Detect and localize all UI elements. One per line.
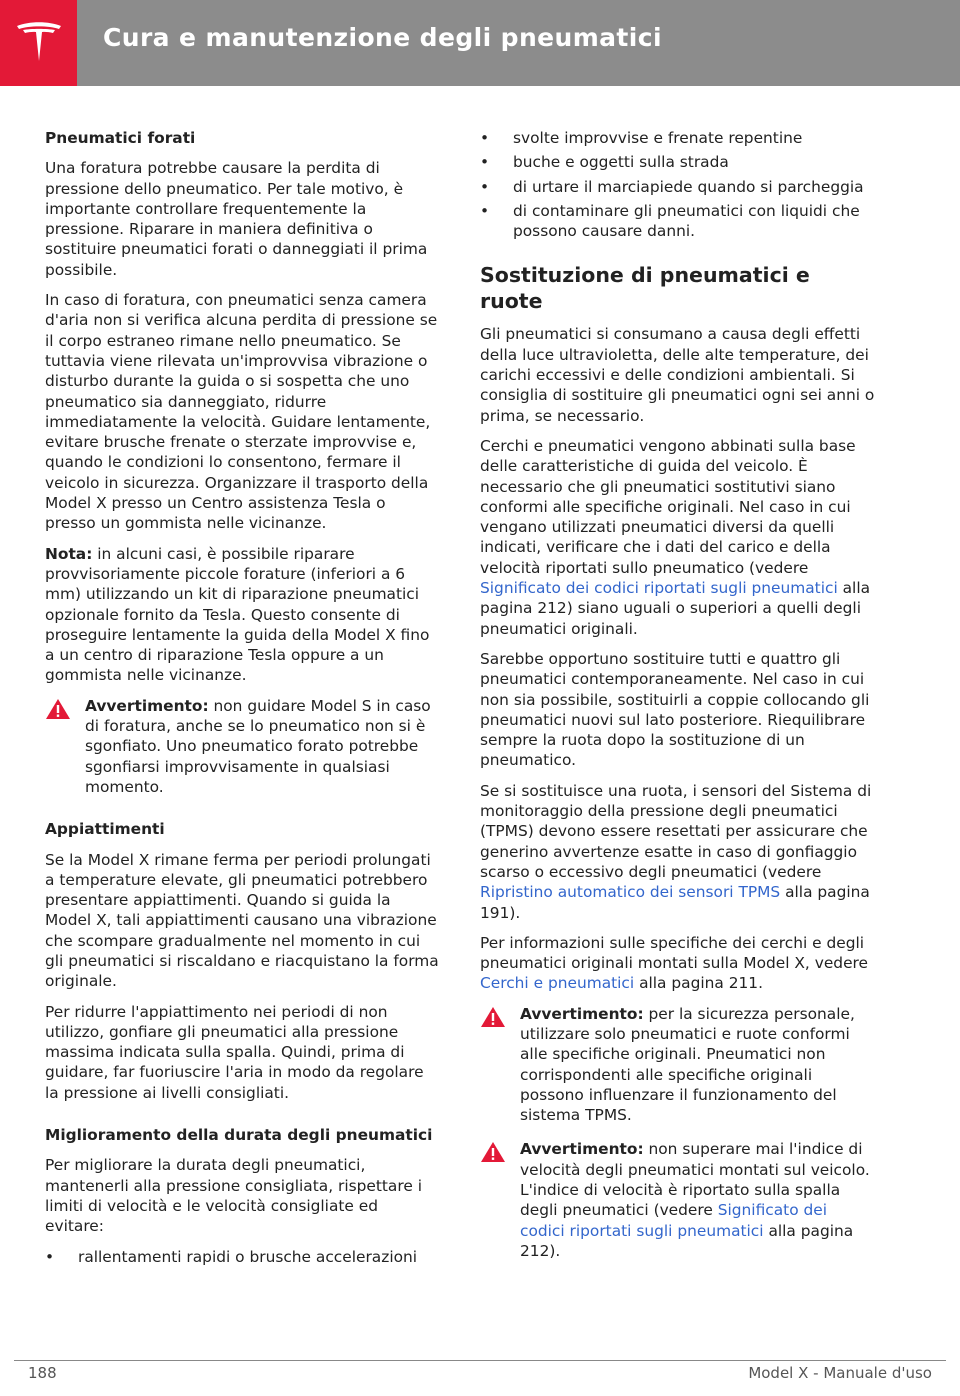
text-run: alla pagina 211. — [634, 974, 763, 993]
warning-label: Avvertimento: — [520, 1004, 644, 1023]
link-cerchi-pneumatici[interactable]: Cerchi e pneumatici — [480, 974, 635, 993]
paragraph: Per ridurre l'appiattimento nei periodi di non utilizzo, gonfiare gli pneumatici alla pressione massima indicata sulla spalla. Quindi, prima di guidare, far fuoriuscire l'aria in modo da regolare la pressione ai livelli consigliati. — [45, 1002, 424, 1102]
warning-label: Avvertimento: — [520, 1140, 644, 1159]
list-item — [480, 152, 875, 172]
bullet-icon: • — [480, 201, 490, 220]
bullet-icon: • — [45, 1247, 55, 1266]
paragraph: Sarebbe opportuno sostituire tutti e quattro gli pneumatici contemporaneamente. Nel caso in cui non sia possibile, sostituirli a coppie collocando gli pneumatici nuovi sul lato posteriore. Riequilibrare sempre la ruota dopo la sostituzione di un pneumatico. — [480, 649, 870, 770]
warning-text: per la sicurezza personale, utilizzare solo pneumatici e ruote conformi alle specifiche originali. Pneumatici non corrispondenti alle specifiche originali possono influenzare il funzionamento del sistema TPMS. — [520, 1004, 855, 1125]
page-title: Cura e manutenzione degli pneumatici — [103, 23, 662, 52]
warning-triangle-icon — [480, 1141, 506, 1163]
tesla-logo — [0, 0, 77, 86]
warning-text: non guidare Model S in caso di foratura, anche se lo pneumatico non si è sgonfiato. Uno pneumatico forato potrebbe sgonfiarsi improvvisamente in qualsiasi momento. — [85, 696, 431, 796]
warning-box — [480, 1139, 875, 1261]
warning-box — [480, 1004, 875, 1126]
page-number: 188 — [28, 1364, 57, 1382]
text-run: Per informazioni sulle specifiche dei cerchi e degli pneumatici originali montati sulla Model X, vedere — [480, 933, 868, 973]
note — [45, 544, 440, 686]
paragraph: Gli pneumatici si consumano a causa degli effetti della luce ultravioletta, delle alte temperature, dei carichi eccessivi e delle condizioni ambientali. Si consiglia di sostituire gli pneumatici ogni sei anni o prima, se necessario. — [480, 325, 875, 425]
paragraph: In caso di foratura, con pneumatici senza camera d'aria non si verifica alcuna perdita di pressione se il corpo estraneo rimane nello pneumatico. Se tuttavia viene rilevata un'improvvisa vibrazione o disturbo durante la guida o si sospetta che uno pneumatico sia danneggiato, ridurre immediatamente la velocità. Guidare lentamente, evitare brusche frenate o sterzate improvvise e, quando le condizioni lo consentono, fermare il veicolo in sicurezza. Organizzare il trasporto della Model X presso un Centro assistenza Tesla o presso un gommista nelle vicinanze. — [45, 291, 438, 533]
paragraph — [480, 781, 875, 923]
link-codici-pneumatici[interactable]: Significato dei codici riportati sugli pneumatici — [520, 1201, 828, 1240]
list-item-text: buche e oggetti sulla strada — [513, 153, 729, 172]
list-item-text: svolte improvvise e frenate repentine — [513, 129, 803, 147]
warning-triangle-icon — [45, 698, 71, 720]
link-ripristino-tpms[interactable]: Ripristino automatico dei sensori TPMS — [480, 883, 781, 902]
list-item-text: rallentamenti rapidi o brusche accelerazioni — [78, 1247, 418, 1266]
left-column — [45, 128, 440, 1277]
page-header — [0, 0, 960, 86]
note-label: Nota: — [45, 544, 93, 563]
right-column — [480, 128, 875, 1271]
footer-title: Model X - Manuale d'uso — [748, 1364, 932, 1382]
warning-text: non superare mai l'indice di velocità degli pneumatici montati sul veicolo. L'indice di velocità è riportato sulla spalla degli pneumatici (vedere — [520, 1140, 870, 1220]
bullet-icon: • — [480, 177, 490, 196]
paragraph: Una foratura potrebbe causare la perdita di pressione dello pneumatico. Per tale motivo, è importante controllare frequentemente la pressione. Riparare in maniera definitiva o sostituire pneumatici forati o danneggiati il prima possibile. — [45, 159, 428, 279]
paragraph — [480, 436, 875, 639]
text-run: Cerchi e pneumatici vengono abbinati sulla base delle caratteristiche di guida del veicolo. È necessario che gli pneumatici sostitutivi siano conformi alle specifiche originali. Nel caso in cui vengano utilizzati pneumatici diversi da quelli indicati, verificare che i dati del carico e della velocità riportati sullo pneumatico (vedere — [480, 436, 856, 577]
warning-triangle-icon — [480, 1006, 506, 1028]
subheading-pneumatici-forati: Pneumatici forati — [45, 129, 196, 147]
paragraph — [480, 933, 875, 994]
note-text: in alcuni casi, è possibile riparare provvisoriamente piccole forature (inferiori a 6 mm) utilizzando un kit di riparazione pneumatici opzionale fornito da Tesla. Questo consente di proseguire lentamente la guida della Model X fino a un centro di riparazione Tesla oppure a un gommista nelle vicinanze. — [45, 544, 430, 685]
list-item-text: di urtare il marciapiede quando si parcheggia — [513, 177, 864, 196]
paragraph: Per migliorare la durata degli pneumatici, mantenerli alla pressione consigliata, rispettare i limiti di velocità e le velocità consigliate ed evitare: — [45, 1156, 422, 1236]
text-run: alla pagina 212) siano uguali o superiori a quelli degli pneumatici originali. — [480, 579, 871, 638]
list-item — [480, 201, 875, 242]
list-item — [480, 128, 875, 148]
bullet-list — [45, 1247, 440, 1267]
bullet-list — [480, 128, 875, 241]
link-codici-pneumatici[interactable]: Significato dei codici riportati sugli pneumatici — [480, 579, 838, 598]
paragraph: Se la Model X rimane ferma per periodi prolungati a temperature elevate, gli pneumatici potrebbero presentare appiattimenti. Quando si guida la Model X, tali appiattimenti causano una vibrazione che scompare gradualmente nel momento in cui gli pneumatici si riscaldano e riacquistano la forma originale. — [45, 850, 439, 991]
bullet-icon: • — [480, 153, 490, 172]
warning-label: Avvertimento: — [85, 696, 209, 715]
warning-text: alla pagina 212). — [520, 1221, 854, 1260]
subheading-durata: Miglioramento della durata degli pneumatici — [45, 1126, 433, 1145]
tesla-logo-icon — [13, 17, 65, 69]
footer-divider — [14, 1360, 946, 1361]
list-item — [45, 1247, 440, 1267]
text-run: Se si sostituisce una ruota, i sensori del Sistema di monitoraggio della pressione degli pneumatici (TPMS) devono essere resettati per assicurare che generino avvertenze esatte in caso di gonfiaggio scarso o eccessivo degli pneumatici (vedere — [480, 781, 872, 881]
list-item — [480, 177, 875, 197]
bullet-icon: • — [480, 129, 490, 147]
subheading-appiattimenti: Appiattimenti — [45, 820, 165, 839]
text-run: alla pagina 191). — [480, 883, 870, 922]
warning-box — [45, 696, 440, 797]
section-title: Sostituzione di pneumatici e ruote — [480, 263, 810, 314]
list-item-text: di contaminare gli pneumatici con liquidi che possono causare danni. — [513, 201, 860, 241]
